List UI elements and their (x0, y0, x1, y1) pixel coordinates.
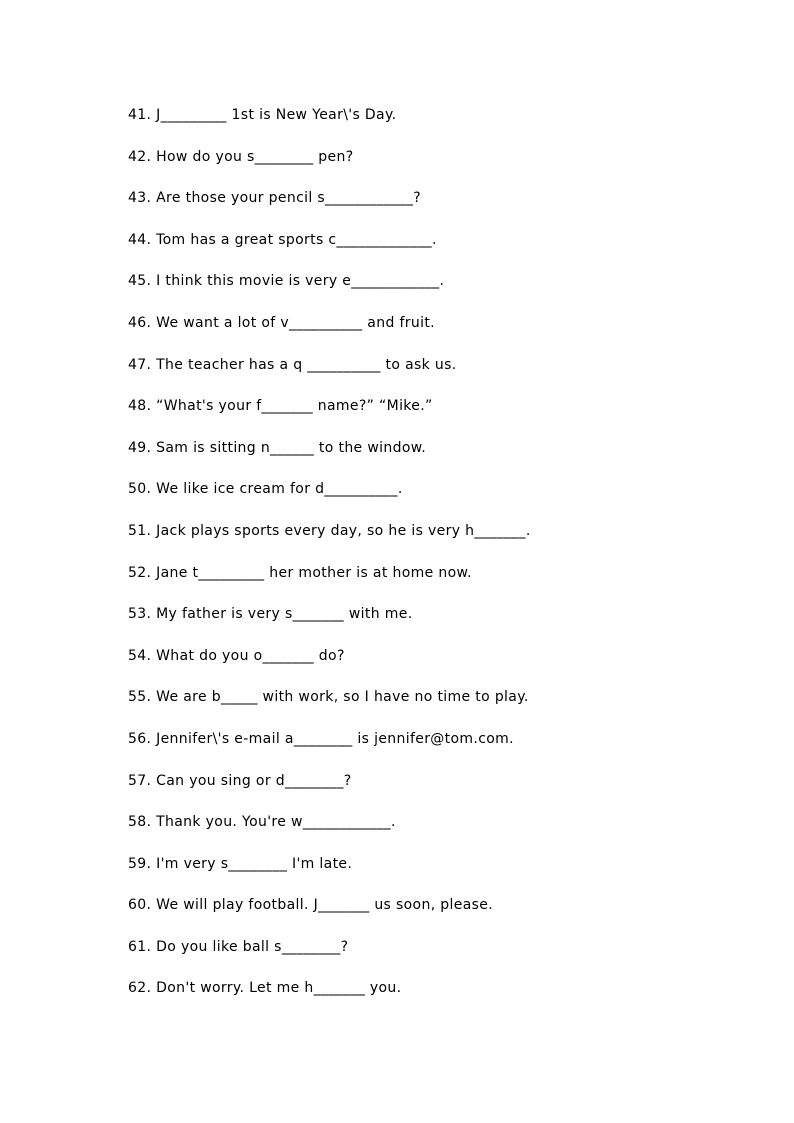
exercise-item-45: 45. I think this movie is very e____________. (128, 273, 445, 290)
exercise-item-56: 56. Jennifer\'s e-mail a________ is jennifer@tom.com. (128, 730, 514, 747)
exercise-item-46: 46. We want a lot of v__________ and fruit. (128, 314, 435, 331)
exercise-item-49: 49. Sam is sitting n______ to the window. (128, 439, 427, 456)
exercise-item-44: 44. Tom has a great sports c_____________. (128, 231, 437, 248)
exercise-item-62: 62. Don't worry. Let me h_______ you. (128, 980, 402, 997)
exercise-item-53: 53. My father is very s_______ with me. (128, 606, 413, 623)
exercise-item-48: 48. “What's your f_______ name?” “Mike.” (128, 398, 433, 415)
exercise-item-59: 59. I'm very s________ I'm late. (128, 855, 353, 872)
exercise-item-61: 61. Do you like ball s________? (128, 938, 349, 955)
exercise-item-51: 51. Jack plays sports every day, so he is very h_______. (128, 522, 531, 539)
exercise-item-47: 47. The teacher has a q __________ to ask us. (128, 356, 457, 373)
exercise-item-60: 60. We will play football. J_______ us soon, please. (128, 897, 494, 914)
exercise-item-54: 54. What do you o_______ do? (128, 647, 345, 664)
exercise-item-58: 58. Thank you. You're w____________. (128, 814, 396, 831)
exercise-list (128, 104, 531, 1019)
exercise-item-57: 57. Can you sing or d________? (128, 772, 352, 789)
exercise-item-55: 55. We are b_____ with work, so I have no time to play. (128, 689, 529, 706)
exercise-item-43: 43. Are those your pencil s____________? (128, 190, 422, 207)
exercise-item-52: 52. Jane t_________ her mother is at home now. (128, 564, 472, 581)
exercise-item-50: 50. We like ice cream for d__________. (128, 481, 403, 498)
exercise-item-42: 42. How do you s________ pen? (128, 148, 354, 165)
exercise-item-41: 41. J_________ 1st is New Year\'s Day. (128, 107, 397, 123)
